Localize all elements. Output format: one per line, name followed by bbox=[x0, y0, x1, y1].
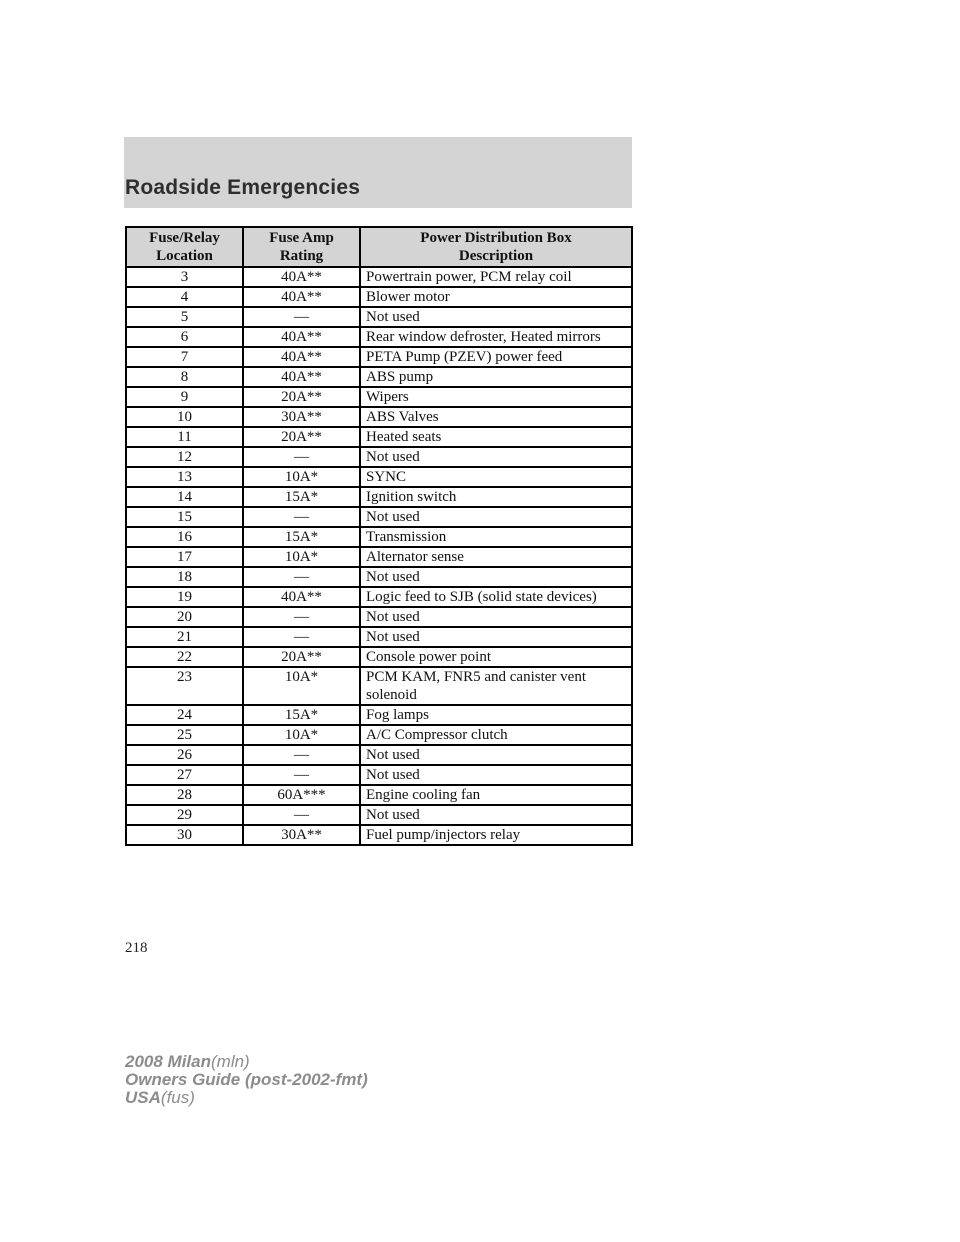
table-row bbox=[126, 725, 632, 745]
fuse-location-cell: 3 bbox=[126, 267, 243, 287]
table-row bbox=[126, 347, 632, 367]
fuse-amp-cell: — bbox=[243, 307, 360, 327]
fuse-description-cell: Fuel pump/injectors relay bbox=[360, 825, 632, 845]
fuse-location-cell: 8 bbox=[126, 367, 243, 387]
table-row bbox=[126, 267, 632, 287]
fuse-description-cell: Not used bbox=[360, 567, 632, 587]
fuse-amp-cell: 40A** bbox=[243, 587, 360, 607]
fuse-description-cell: PETA Pump (PZEV) power feed bbox=[360, 347, 632, 367]
column-header-location: Fuse/Relay Location bbox=[126, 227, 243, 267]
table-row bbox=[126, 805, 632, 825]
fuse-location-cell: 28 bbox=[126, 785, 243, 805]
fuse-location-cell: 30 bbox=[126, 825, 243, 845]
table-row bbox=[126, 367, 632, 387]
fuse-location-cell: 26 bbox=[126, 745, 243, 765]
table-row bbox=[126, 427, 632, 447]
fuse-amp-cell: 60A*** bbox=[243, 785, 360, 805]
fuse-location-cell: 29 bbox=[126, 805, 243, 825]
fuse-location-cell: 17 bbox=[126, 547, 243, 567]
fuse-amp-cell: 10A* bbox=[243, 725, 360, 745]
fuse-description-cell: Not used bbox=[360, 805, 632, 825]
table-row bbox=[126, 627, 632, 647]
fuse-location-cell: 18 bbox=[126, 567, 243, 587]
footer-line-2: Owners Guide (post-2002-fmt) bbox=[125, 1070, 368, 1089]
table-header-row bbox=[126, 227, 632, 267]
fuse-location-cell: 16 bbox=[126, 527, 243, 547]
footer-line-3: USA(fus) bbox=[125, 1088, 195, 1107]
fuse-location-cell: 23 bbox=[126, 667, 243, 705]
table-row bbox=[126, 705, 632, 725]
table-row bbox=[126, 825, 632, 845]
table-row bbox=[126, 287, 632, 307]
table-row bbox=[126, 407, 632, 427]
fuse-location-cell: 19 bbox=[126, 587, 243, 607]
fuse-description-cell: ABS Valves bbox=[360, 407, 632, 427]
fuse-amp-cell: 30A** bbox=[243, 407, 360, 427]
fuse-location-cell: 22 bbox=[126, 647, 243, 667]
fuse-description-cell: Heated seats bbox=[360, 427, 632, 447]
fuse-amp-cell: 20A** bbox=[243, 647, 360, 667]
fuse-location-cell: 9 bbox=[126, 387, 243, 407]
fuse-description-cell: Not used bbox=[360, 307, 632, 327]
fuse-description-cell: Wipers bbox=[360, 387, 632, 407]
document-footer bbox=[125, 1053, 368, 1107]
fuse-description-cell: Console power point bbox=[360, 647, 632, 667]
fuse-amp-cell: — bbox=[243, 805, 360, 825]
fuse-location-cell: 5 bbox=[126, 307, 243, 327]
fuse-amp-cell: 40A** bbox=[243, 347, 360, 367]
table-row bbox=[126, 607, 632, 627]
table-row bbox=[126, 587, 632, 607]
fuse-location-cell: 15 bbox=[126, 507, 243, 527]
fuse-description-cell: Not used bbox=[360, 745, 632, 765]
fuse-amp-cell: — bbox=[243, 507, 360, 527]
fuse-description-cell: Not used bbox=[360, 765, 632, 785]
table-row bbox=[126, 647, 632, 667]
fuse-description-cell: Not used bbox=[360, 507, 632, 527]
fuse-description-cell: Fog lamps bbox=[360, 705, 632, 725]
table-row bbox=[126, 667, 632, 705]
fuse-location-cell: 24 bbox=[126, 705, 243, 725]
fuse-location-cell: 4 bbox=[126, 287, 243, 307]
table-row bbox=[126, 527, 632, 547]
table-row bbox=[126, 547, 632, 567]
fuse-amp-cell: 15A* bbox=[243, 527, 360, 547]
table-row bbox=[126, 307, 632, 327]
fuse-amp-cell: 40A** bbox=[243, 327, 360, 347]
fuse-amp-cell: 30A** bbox=[243, 825, 360, 845]
fuse-description-cell: Rear window defroster, Heated mirrors bbox=[360, 327, 632, 347]
table-row bbox=[126, 487, 632, 507]
fuse-amp-cell: 10A* bbox=[243, 667, 360, 705]
table-row bbox=[126, 765, 632, 785]
column-header-amp-rating: Fuse Amp Rating bbox=[243, 227, 360, 267]
fuse-description-cell: ABS pump bbox=[360, 367, 632, 387]
page-number: 218 bbox=[125, 940, 148, 956]
fuse-description-cell: Ignition switch bbox=[360, 487, 632, 507]
fuse-description-cell: Not used bbox=[360, 627, 632, 647]
table-row bbox=[126, 467, 632, 487]
section-title: Roadside Emergencies bbox=[125, 176, 361, 199]
fuse-description-cell: A/C Compressor clutch bbox=[360, 725, 632, 745]
table-row bbox=[126, 387, 632, 407]
fuse-description-cell: Powertrain power, PCM relay coil bbox=[360, 267, 632, 287]
fuse-location-cell: 21 bbox=[126, 627, 243, 647]
table-row bbox=[126, 507, 632, 527]
fuse-description-cell: Alternator sense bbox=[360, 547, 632, 567]
fuse-description-cell: Not used bbox=[360, 607, 632, 627]
fuse-location-cell: 27 bbox=[126, 765, 243, 785]
fuse-location-cell: 10 bbox=[126, 407, 243, 427]
fuse-description-cell: Not used bbox=[360, 447, 632, 467]
fuse-location-cell: 6 bbox=[126, 327, 243, 347]
fuse-amp-cell: 40A** bbox=[243, 287, 360, 307]
table-row bbox=[126, 745, 632, 765]
fuse-amp-cell: — bbox=[243, 447, 360, 467]
fuse-location-cell: 25 bbox=[126, 725, 243, 745]
fuse-amp-cell: 15A* bbox=[243, 705, 360, 725]
fuse-location-cell: 7 bbox=[126, 347, 243, 367]
fuse-amp-cell: 40A** bbox=[243, 367, 360, 387]
fuse-amp-cell: — bbox=[243, 607, 360, 627]
fuse-amp-cell: 40A** bbox=[243, 267, 360, 287]
footer-line-1: 2008 Milan(mln) bbox=[125, 1052, 250, 1071]
fuse-amp-cell: 15A* bbox=[243, 487, 360, 507]
fuse-amp-cell: — bbox=[243, 745, 360, 765]
fuse-amp-cell: 20A** bbox=[243, 387, 360, 407]
table-row bbox=[126, 447, 632, 467]
fuse-description-cell: SYNC bbox=[360, 467, 632, 487]
fuse-amp-cell: — bbox=[243, 567, 360, 587]
column-header-description: Power Distribution Box Description bbox=[360, 227, 632, 267]
fuse-description-cell: Logic feed to SJB (solid state devices) bbox=[360, 587, 632, 607]
fuse-amp-cell: — bbox=[243, 765, 360, 785]
fuse-location-cell: 12 bbox=[126, 447, 243, 467]
fuse-amp-cell: — bbox=[243, 627, 360, 647]
table-row bbox=[126, 327, 632, 347]
fuse-location-cell: 20 bbox=[126, 607, 243, 627]
fuse-description-cell: PCM KAM, FNR5 and canister vent solenoid bbox=[360, 667, 632, 705]
fuse-amp-cell: 10A* bbox=[243, 547, 360, 567]
fuse-table bbox=[125, 226, 633, 846]
fuse-location-cell: 14 bbox=[126, 487, 243, 507]
table-row bbox=[126, 785, 632, 805]
fuse-description-cell: Transmission bbox=[360, 527, 632, 547]
table-row bbox=[126, 567, 632, 587]
fuse-description-cell: Blower motor bbox=[360, 287, 632, 307]
fuse-amp-cell: 20A** bbox=[243, 427, 360, 447]
fuse-location-cell: 11 bbox=[126, 427, 243, 447]
fuse-table-body bbox=[126, 267, 632, 845]
fuse-amp-cell: 10A* bbox=[243, 467, 360, 487]
fuse-location-cell: 13 bbox=[126, 467, 243, 487]
fuse-description-cell: Engine cooling fan bbox=[360, 785, 632, 805]
